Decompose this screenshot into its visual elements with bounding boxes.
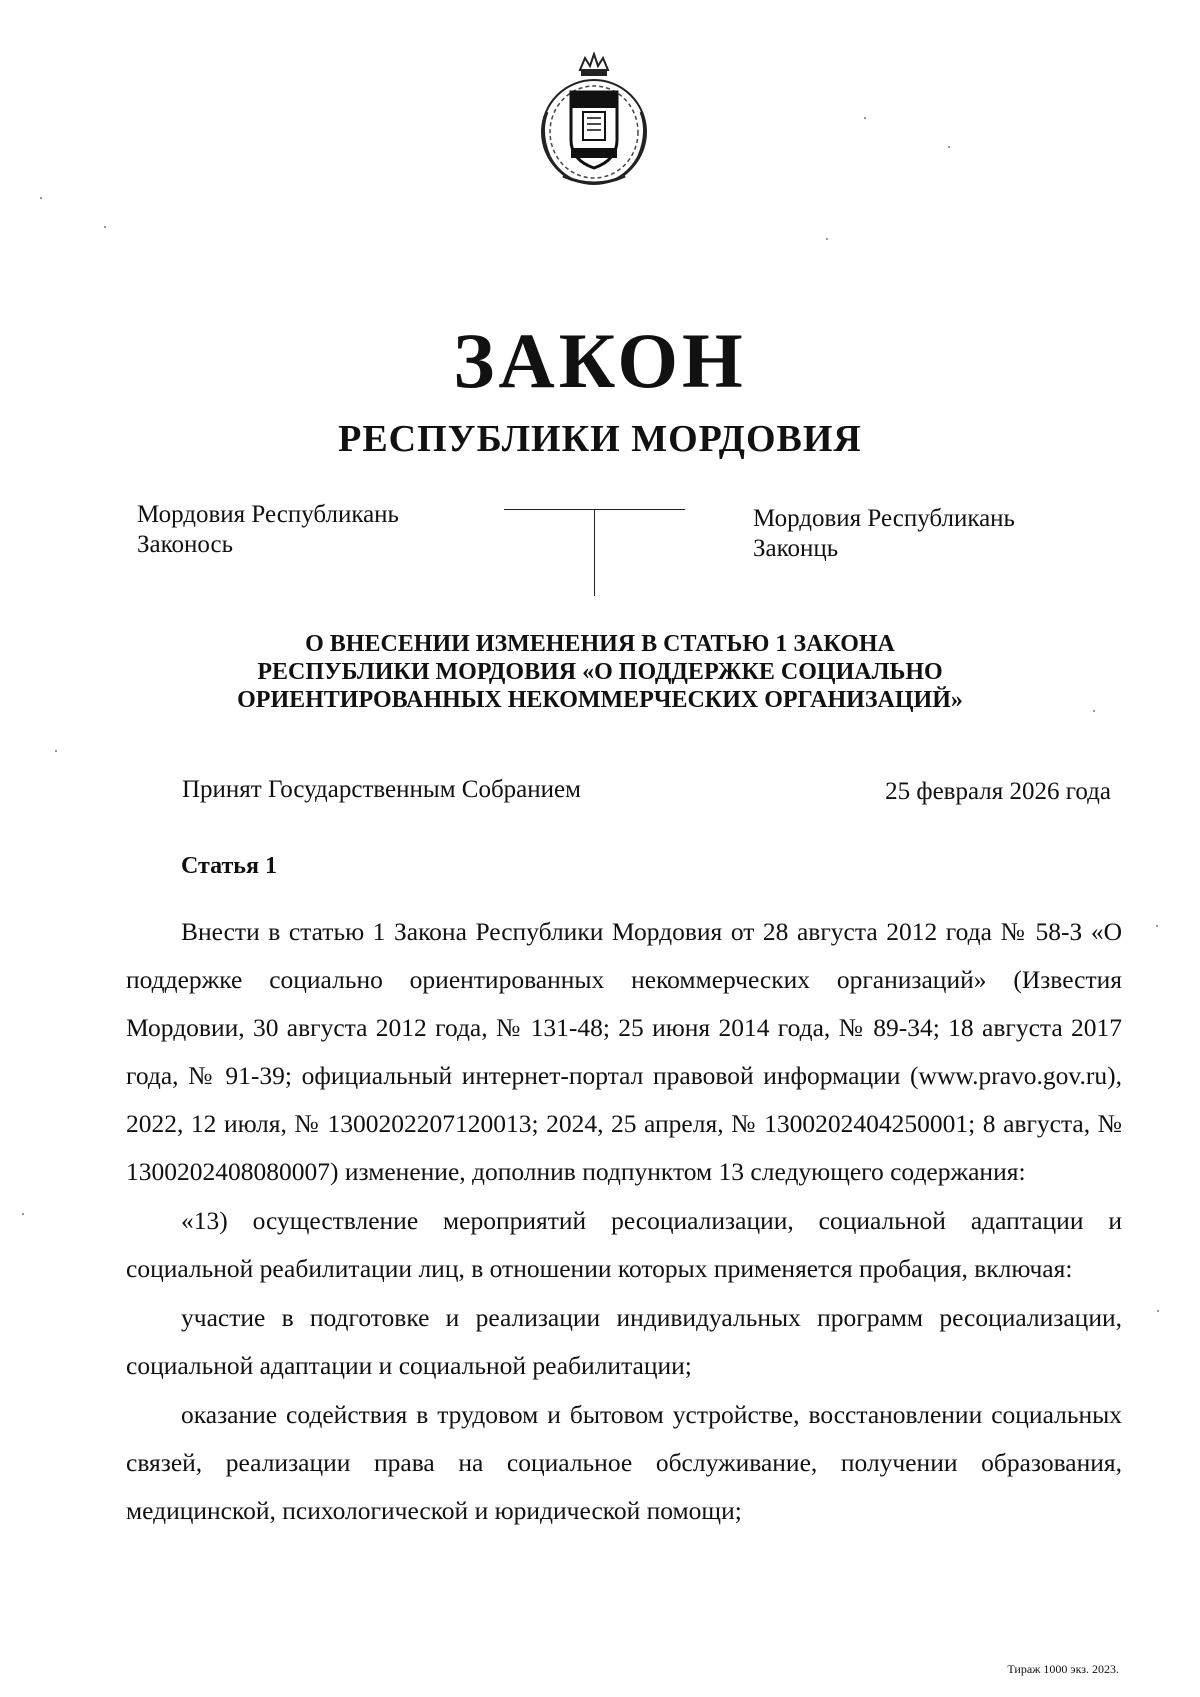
document-subtitle: РЕСПУБЛИКИ МОРДОВИЯ	[338, 418, 862, 460]
paragraph: «13) осуществление мероприятий ресоциализации, социальной адаптации и социальной реабилитации лиц, в отношении которых применяется пробация, включая:	[126, 1206, 1122, 1283]
article-title: Статья 1	[181, 853, 277, 879]
scan-speck	[104, 226, 106, 228]
divider-vertical	[594, 510, 595, 596]
paragraph: оказание содействия в трудовом и бытовом устройстве, восстановлении социальных связей, реализации права на социальное обслуживание, получении образования, медицинской, психологической и юридической помощи;	[126, 1400, 1122, 1525]
heading-line-2: РЕСПУБЛИКИ МОРДОВИЯ «О ПОДДЕРЖКЕ СОЦИАЛЬНО	[257, 659, 943, 685]
adopted-by: Принят Государственным Собранием	[182, 776, 581, 803]
mdf-title-left	[137, 500, 467, 560]
mdf-title-right	[753, 504, 1083, 564]
scan-speck	[864, 117, 866, 119]
heading-line-1: О ВНЕСЕНИИ ИЗМЕНЕНИЯ В СТАТЬЮ 1 ЗАКОНА	[305, 631, 895, 657]
law-heading	[0, 630, 1200, 714]
paragraph: Внести в статью 1 Закона Республики Мордовия от 28 августа 2012 года № 58-З «О поддержке социально ориентированных некоммерческих организаций» (Известия Мордовии, 30 августа 2012 года, № 131-48; 25 июня 2014 года, № 89-34; 18 августа 2017 года, № 91-39; официальный интернет-портал правовой информации (www.pravo.gov.ru), 2022, 12 июля, № 1300202207120013; 2024, 25 апреля, № 1300202404250001; 8 августа, № 1300202408080007) изменение, дополнив подпунктом 13 следующего содержания:	[126, 917, 1122, 1186]
print-run-note: Тираж 1000 экз. 2023.	[1007, 1662, 1119, 1676]
scan-speck	[1156, 925, 1158, 927]
scan-speck	[948, 146, 950, 148]
scan-speck	[1093, 710, 1095, 712]
mdf-left-line-2: Законось	[137, 531, 233, 558]
scan-speck	[1157, 1310, 1159, 1312]
mdf-right-line-1: Мордовия Республикань	[753, 505, 1015, 532]
paragraph: участие в подготовке и реализации индивидуальных программ ресоциализации, социальной адаптации и социальной реабилитации;	[126, 1303, 1122, 1380]
document-title: ЗАКОН	[453, 317, 747, 404]
mdf-right-line-2: Законць	[753, 535, 839, 562]
mdf-left-line-1: Мордовия Республикань	[137, 501, 399, 528]
article-body	[126, 908, 1122, 1536]
heading-line-3: ОРИЕНТИРОВАННЫХ НЕКОММЕРЧЕСКИХ ОРГАНИЗАЦИЙ»	[237, 687, 963, 713]
scan-speck	[22, 1213, 24, 1215]
scan-speck	[826, 238, 828, 240]
coat-of-arms-icon	[533, 52, 655, 190]
scan-speck	[40, 197, 42, 199]
adopted-date: 25 февраля 2026 года	[885, 778, 1111, 805]
scan-speck	[55, 750, 57, 752]
